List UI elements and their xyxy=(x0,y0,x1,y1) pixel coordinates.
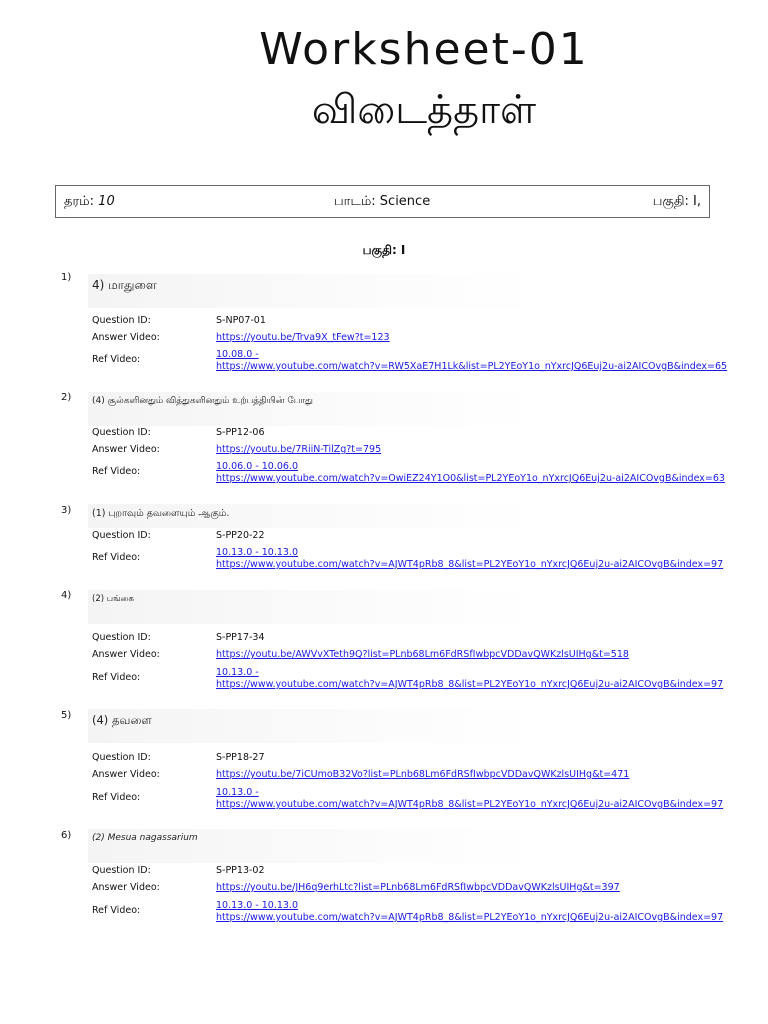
part-label: பகுதி: xyxy=(652,194,689,209)
question-number: 5) xyxy=(61,710,72,721)
grade-label: தரம்: xyxy=(64,194,95,209)
question-id-label: Question ID: xyxy=(92,530,151,541)
answer-text xyxy=(92,508,229,520)
question-id-value: S-NP07-01 xyxy=(216,315,266,326)
subject-label: பாடம்: xyxy=(334,194,376,209)
answer-video-label: Answer Video: xyxy=(92,649,160,660)
question-number: 6) xyxy=(61,830,72,841)
question-id-value: S-PP13-02 xyxy=(216,865,265,876)
answer-video-label: Answer Video: xyxy=(92,332,160,343)
answer-label: (2) Mesua nagassarium xyxy=(92,833,198,843)
ref-video-label: Ref Video: xyxy=(92,354,141,365)
worksheet-title: Worksheet-01 xyxy=(259,24,589,75)
question-number: 4) xyxy=(61,590,72,601)
question-id-value: S-PP17-34 xyxy=(216,632,265,643)
answer-label: (4) சூல்களினதும் வித்துகளினதும் உற்பத்தியின் போது xyxy=(92,396,313,406)
question-id-value: S-PP20-22 xyxy=(216,530,265,541)
ref-video-title-link[interactable]: 10.13.0 - xyxy=(216,667,259,678)
answer-sheet-subtitle: விடைத்தாள் xyxy=(311,87,537,133)
answer-video-link[interactable]: https://youtu.be/JH6q9erhLtc?list=PLnb68Lm6FdRSfIwbpcVDDavQWKzlsUIHg&t=397 xyxy=(216,882,620,893)
ref-video-label: Ref Video: xyxy=(92,672,141,683)
section-heading: பகுதி: I xyxy=(362,243,406,257)
ref-video-url-link[interactable]: https://www.youtube.com/watch?v=AJWT4pRb8_8&list=PL2YEoY1o_nYxrcJQ6Euj2u-ai2AICOvgB&index=97 xyxy=(216,912,724,923)
answer-highlight xyxy=(88,590,538,624)
answer-label: (4) தவளை xyxy=(92,713,152,727)
grade-field xyxy=(64,194,115,210)
question-number: 3) xyxy=(61,505,72,516)
answer-label: 4) மாதுளை xyxy=(92,278,157,292)
answer-text xyxy=(92,713,152,729)
answer-text xyxy=(92,594,134,605)
question-number: 2) xyxy=(61,392,72,403)
answer-video-label: Answer Video: xyxy=(92,444,160,455)
subject-field xyxy=(334,194,430,210)
ref-video-title-link[interactable]: 10.06.0 - 10.06.0 xyxy=(216,461,298,472)
ref-video-title-link[interactable]: 10.13.0 - 10.13.0 xyxy=(216,547,298,558)
answer-highlight xyxy=(88,709,538,743)
answer-text xyxy=(92,833,198,843)
ref-video-label: Ref Video: xyxy=(92,552,141,563)
ref-video-url-link[interactable]: https://www.youtube.com/watch?v=OwiEZ24Y1O0&list=PL2YEoY1o_nYxrcJQ6Euj2u-ai2AICOvgB&index=63 xyxy=(216,473,725,484)
answer-text xyxy=(92,396,313,407)
question-id-label: Question ID: xyxy=(92,752,151,763)
ref-video-label: Ref Video: xyxy=(92,466,141,477)
answer-video-link[interactable]: https://youtu.be/7RiiN-TilZg?t=795 xyxy=(216,444,382,455)
ref-video-title-link[interactable]: 10.13.0 - 10.13.0 xyxy=(216,900,298,911)
part-field xyxy=(653,194,701,210)
ref-video-url-link[interactable]: https://www.youtube.com/watch?v=RW5XaE7H1Lk&list=PL2YEoY1o_nYxrcJQ6Euj2u-ai2AICOvgB&index=65 xyxy=(216,361,728,372)
question-id-label: Question ID: xyxy=(92,865,151,876)
ref-video-url-link[interactable]: https://www.youtube.com/watch?v=AJWT4pRb8_8&list=PL2YEoY1o_nYxrcJQ6Euj2u-ai2AICOvgB&index=97 xyxy=(216,559,724,570)
grade-value: 10 xyxy=(98,194,115,209)
question-id-label: Question ID: xyxy=(92,315,151,326)
question-number: 1) xyxy=(61,272,72,283)
part-value: I, xyxy=(693,194,701,209)
ref-video-url-link[interactable]: https://www.youtube.com/watch?v=AJWT4pRb8_8&list=PL2YEoY1o_nYxrcJQ6Euj2u-ai2AICOvgB&index=97 xyxy=(216,679,724,690)
ref-video-label: Ref Video: xyxy=(92,792,141,803)
worksheet-info-box xyxy=(55,185,710,218)
answer-text xyxy=(92,278,157,294)
ref-video-title-link[interactable]: 10.13.0 - xyxy=(216,787,259,798)
question-id-value: S-PP12-06 xyxy=(216,427,265,438)
answer-video-link[interactable]: https://youtu.be/Trva9X_tFew?t=123 xyxy=(216,332,390,343)
answer-video-label: Answer Video: xyxy=(92,769,160,780)
answer-video-label: Answer Video: xyxy=(92,882,160,893)
answer-label: (2) பங்கை xyxy=(92,594,134,604)
question-id-value: S-PP18-27 xyxy=(216,752,265,763)
ref-video-label: Ref Video: xyxy=(92,905,141,916)
subject-value: Science xyxy=(379,194,431,209)
ref-video-title-link[interactable]: 10.08.0 - xyxy=(216,349,259,360)
answer-label: (1) புறாவும் தவளையும் ஆகும். xyxy=(92,508,230,519)
answer-video-link[interactable]: https://youtu.be/AWVvXTeth9Q?list=PLnb68Lm6FdRSfIwbpcVDDavQWKzlsUIHg&t=518 xyxy=(216,649,629,660)
question-id-label: Question ID: xyxy=(92,427,151,438)
question-id-label: Question ID: xyxy=(92,632,151,643)
answer-video-link[interactable]: https://youtu.be/7iCUmoB32Vo?list=PLnb68Lm6FdRSfIwbpcVDDavQWKzlsUIHg&t=471 xyxy=(216,769,630,780)
ref-video-url-link[interactable]: https://www.youtube.com/watch?v=AJWT4pRb8_8&list=PL2YEoY1o_nYxrcJQ6Euj2u-ai2AICOvgB&index=97 xyxy=(216,799,724,810)
